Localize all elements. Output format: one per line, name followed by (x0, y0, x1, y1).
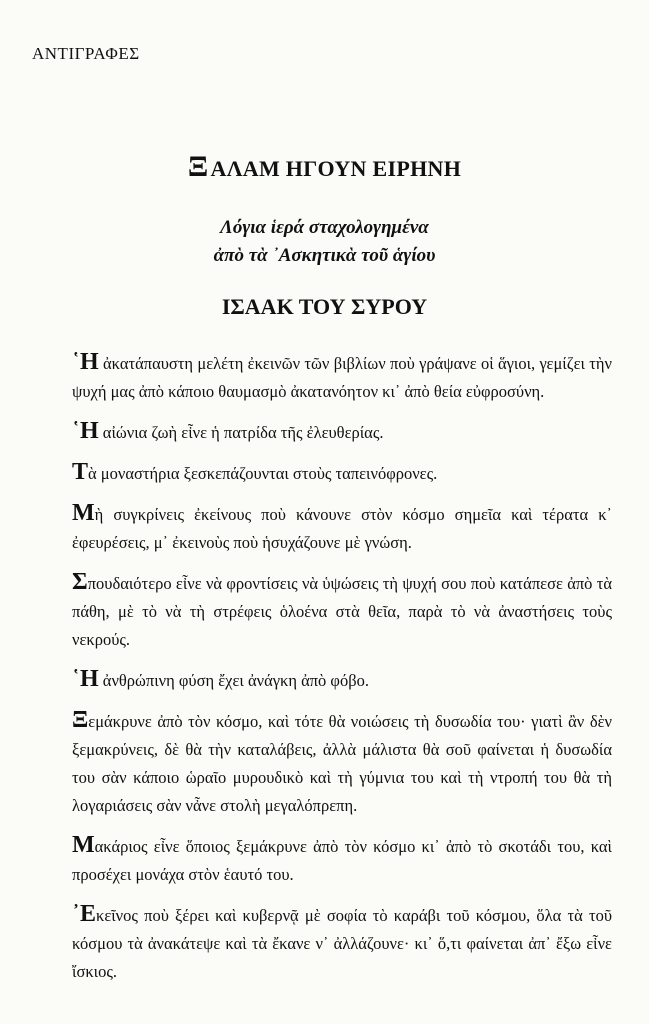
paragraph-text: ἀκατάπαυστη μελέτη ἐκεινῶν τῶν βιβλίων ποὺ γράψανε οἱ ἅγιοι, γεμίζει τὴν ψυχή μας ἀπὸ κάποιο θαυμασμὸ ἀκατανόητον κι᾿ ἀπὸ θεία εὐφροσύνη. (72, 354, 612, 401)
title-text: ΑΛΑΜ ΗΓΟΥΝ ΕΙΡΗΝΗ (210, 156, 462, 181)
paragraph-initial: ῾Η (72, 418, 99, 444)
running-head: ΑΝΤΙΓΡΑΦΕΣ (32, 44, 140, 63)
paragraph (72, 708, 612, 820)
paragraph-initial: Μ (72, 500, 95, 526)
paragraph-initial: ᾿Ε (72, 901, 96, 927)
paragraph-text: ἀνθρώπινη φύση ἔχει ἀνάγκη ἀπὸ φόβο. (98, 671, 369, 690)
paragraph-initial: Τ (72, 459, 89, 485)
paragraph-text: εμάκρυνε ἀπὸ τὸν κόσμο, καὶ τότε θὰ νοιώσεις τὴ δυσωδία του· γιατὶ ἂν δὲν ξεμακρύνεις, δὲ θὰ τὴν καταλάβεις, ἀλλὰ μάλιστα θὰ σοῦ φαίνεται ἡ δυσωδία του σὰν κάποιο ὡραῖο μυρουδικὸ καὶ τὴ γύμνια του καὶ τὴ ντροπή του θὰ τὴ λογαριάσεις σὰν νἆνε στολὴ μεγαλόπρεπη. (72, 712, 612, 815)
paragraph (72, 902, 612, 986)
paragraph-initial: Μ (72, 832, 95, 858)
paragraph-initial: Σ (72, 569, 88, 595)
paragraph-text: ὰ μοναστήρια ξεσκεπάζουνται στοὺς ταπεινόφρονες. (88, 464, 438, 483)
paragraph-text: ακάριος εἶνε ὅποιος ξεμάκρυνε ἀπὸ τὸν κόσμο κι᾿ ἀπὸ τὸ σκοτάδι του, καὶ προσέχει μονάχα στὸν ἑαυτό του. (72, 837, 612, 884)
paragraph (72, 419, 612, 447)
paragraph-initial: ῾Η (72, 349, 99, 375)
paragraph-text: πουδαιότερο εἶνε νὰ φροντίσεις νὰ ὑψώσεις τὴ ψυχή σου ποὺ κατάπεσε ἀπὸ τὰ πάθη, μὲ τὸ νὰ τὴ στρέφεις ὁλοένα στὰ θεῖα, παρὰ τὸ νὰ ἀναστήσεις τοὺς νεκρούς. (72, 574, 612, 649)
chapter-title (0, 152, 649, 182)
paragraph (72, 833, 612, 889)
subtitle-line-2: ἀπὸ τὰ ᾿Ασκητικὰ τοῦ ἁγίου (213, 245, 436, 266)
text-body (72, 350, 612, 999)
paragraph-text: κεῖνος ποὺ ξέρει καὶ κυβερνᾷ μὲ σοφία τὸ καράβι τοῦ κόσμου, ὅλα τὰ τοῦ κόσμου τὰ ἀνακάτεψε καὶ τὰ ἔκανε ν᾿ ἀλλάζουνε· κι᾿ ὅ,τι φαίνεται ἀπ᾿ ἔξω εἶνε ἴσκιος. (72, 906, 612, 981)
author-heading: ΙΣΑΑΚ ΤΟΥ ΣΥΡΟΥ (221, 294, 428, 319)
paragraph (72, 501, 612, 557)
chapter-subtitle (0, 214, 649, 270)
subtitle-line-1: Λόγια ἱερά σταχολογημένα (220, 217, 429, 238)
paragraph-initial: ῾Η (72, 666, 99, 692)
title-initial: Ξ (187, 150, 209, 183)
paragraph (72, 460, 612, 488)
paragraph (72, 350, 612, 406)
paragraph (72, 667, 612, 695)
paragraph-initial: Ξ (72, 707, 89, 733)
paragraph-text: αἰώνια ζωὴ εἶνε ἡ πατρίδα τῆς ἐλευθερίας. (98, 423, 384, 442)
paragraph-text: ὴ συγκρίνεις ἐκείνους ποὺ κάνουνε στὸν κόσμο σημεῖα καὶ τέρατα κ᾿ ἐφευρέσεις, μ᾿ ἐκεινοὺς ποὺ ἡσυχάζουνε μὲ γνώση. (72, 505, 612, 552)
paragraph (72, 570, 612, 654)
